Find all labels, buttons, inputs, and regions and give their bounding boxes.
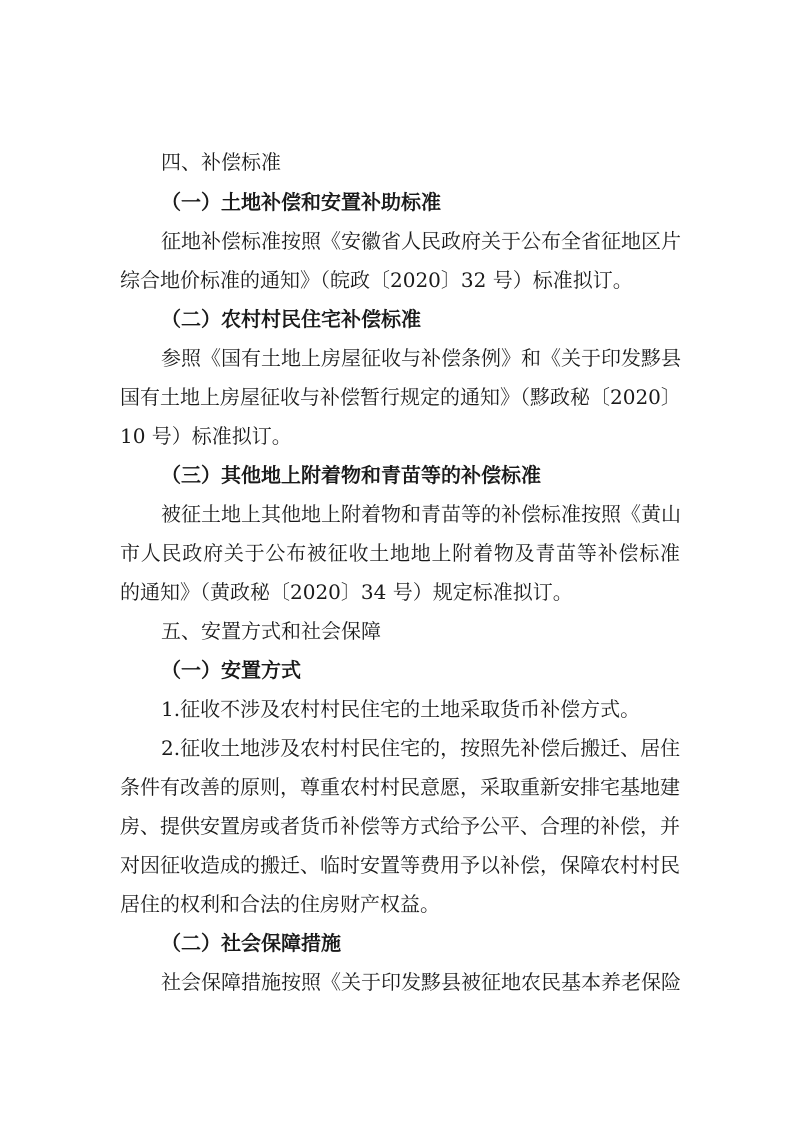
- paragraph-line: 参照《国有土地上房屋征收与补偿条例》和《关于印发黟县: [161, 346, 681, 370]
- paragraph-line: 国有土地上房屋征收与补偿暂行规定的通知》（黟政秘〔2020〕: [120, 385, 681, 409]
- paragraph-line: 社会保障措施按照《关于印发黟县被征地农民基本养老保险: [161, 970, 681, 994]
- paragraph-line: 1.征收不涉及农村村民住宅的土地采取货币补偿方式。: [161, 697, 641, 721]
- paragraph-line: 市人民政府关于公布被征收土地地上附着物及青苗等补偿标准: [120, 541, 680, 565]
- subheading-social-security: （二）社会保障措施: [161, 931, 341, 955]
- paragraph-line: 的通知》（黄政秘〔2020〕34 号）规定标准拟订。: [120, 580, 573, 604]
- paragraph-line: 征地补偿标准按照《安徽省人民政府关于公布全省征地区片: [161, 229, 681, 253]
- paragraph-line: 居住的权利和合法的住房财产权益。: [120, 892, 440, 916]
- paragraph-line: 2.征收土地涉及农村村民住宅的，按照先补偿后搬迁、居住: [161, 736, 681, 760]
- paragraph-line: 被征土地上其他地上附着物和青苗等的补偿标准按照《黄山: [161, 502, 681, 526]
- paragraph-line: 综合地价标准的通知》（皖政〔2020〕32 号）标准拟订。: [120, 268, 633, 292]
- subheading-rural-housing: （二）农村村民住宅补偿标准: [161, 307, 421, 331]
- paragraph-line: 对因征收造成的搬迁、临时安置等费用予以补偿，保障农村村民: [120, 853, 680, 877]
- subheading-other-attachments: （三）其他地上附着物和青苗等的补偿标准: [161, 463, 541, 487]
- paragraph-line: 房、提供安置房或者货币补偿等方式给予公平、合理的补偿，并: [120, 814, 680, 838]
- section-heading-compensation-standards: 四、补偿标准: [161, 150, 281, 174]
- paragraph-line: 条件有改善的原则，尊重农村村民意愿，采取重新安排宅基地建: [120, 775, 680, 799]
- subheading-resettlement-method: （一）安置方式: [161, 658, 301, 682]
- section-heading-resettlement: 五、安置方式和社会保障: [161, 619, 381, 643]
- paragraph-line: 10 号）标准拟订。: [120, 424, 292, 448]
- subheading-land-compensation: （一）土地补偿和安置补助标准: [161, 190, 441, 214]
